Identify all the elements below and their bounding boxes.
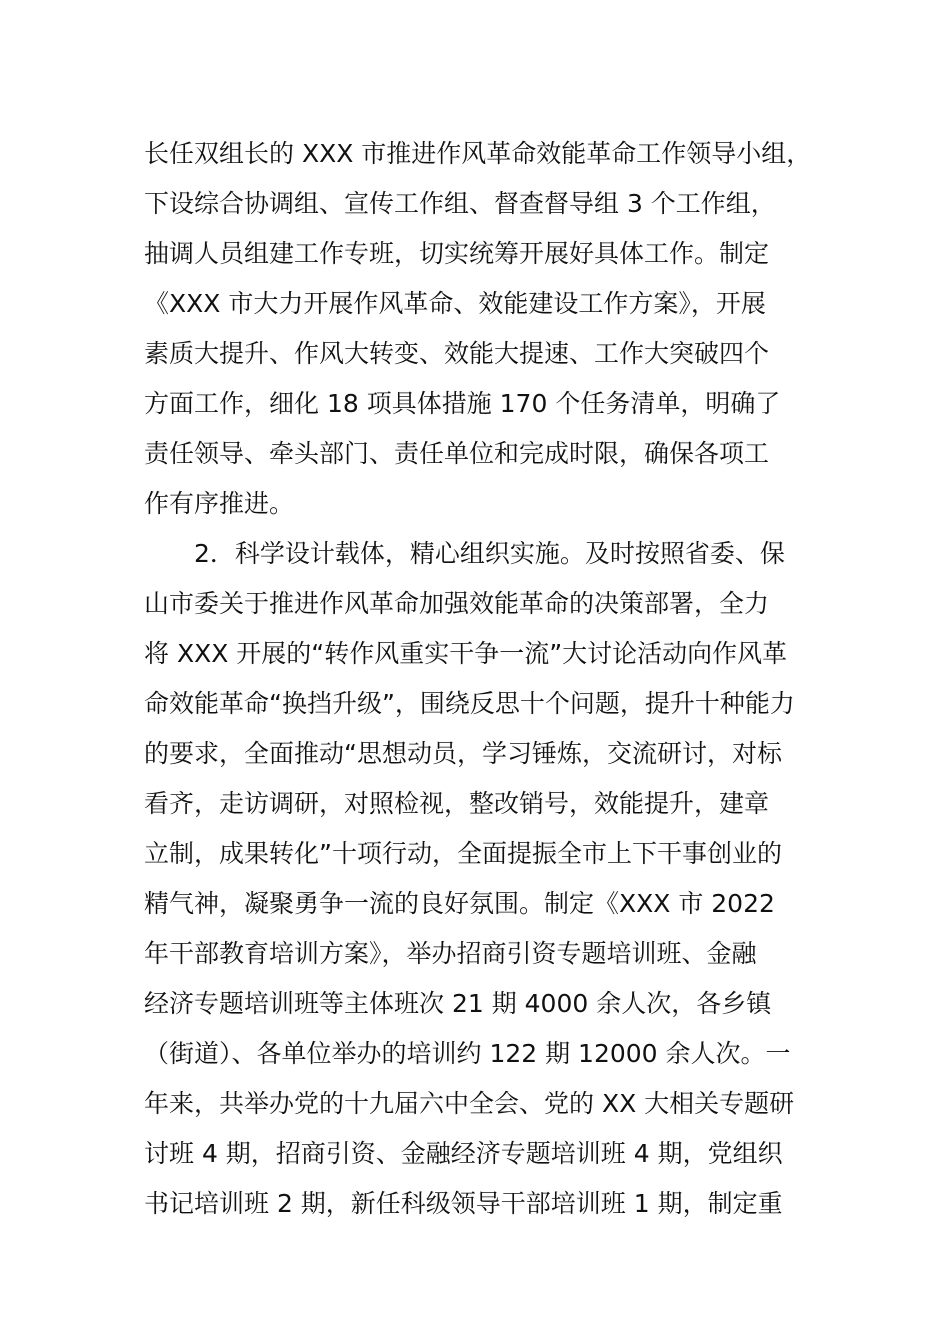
text-line: 长任双组长的 XXX 市推进作风革命效能革命工作领导小组， — [144, 139, 812, 168]
text-line: 的要求，全面推动“思想动员，学习锤炼，交流研讨，对标 — [144, 739, 782, 768]
text-line: 书记培训班 2 期，新任科级领导干部培训班 1 期，制定重 — [144, 1189, 783, 1218]
text-line: 将 XXX 开展的“转作风重实干争一流”大讨论活动向作风革 — [144, 639, 788, 668]
text-line: 方面工作，细化 18 项具体措施 170 个任务清单，明确了 — [144, 389, 781, 418]
text-line: 年干部教育培训方案》，举办招商引资专题培训班、金融 — [144, 939, 757, 968]
text-line: 看齐，走访调研，对照检视，整改销号，效能提升，建章 — [144, 789, 770, 818]
text-line: 素质大提升、作风大转变、效能大提速、工作大突破四个 — [144, 339, 770, 368]
text-line: （街道）、各单位举办的培训约 122 期 12000 余人次。一 — [144, 1039, 791, 1068]
text-line: 年来，共举办党的十九届六中全会、党的 XX 大相关专题研 — [144, 1089, 795, 1118]
text-line: 责任领导、牵头部门、责任单位和完成时限，确保各项工 — [144, 439, 770, 468]
text-line: 立制，成果转化”十项行动，全面提振全市上下干事创业的 — [144, 839, 782, 868]
text-line: 精气神，凝聚勇争一流的良好氛围。制定《XXX 市 2022 — [144, 889, 775, 918]
body-text — [144, 129, 844, 1229]
text-line: 作有序推进。 — [144, 489, 295, 518]
text-line: 命效能革命“换挡升级”，围绕反思十个问题，提升十种能力 — [144, 689, 795, 718]
text-line: 讨班 4 期，招商引资、金融经济专题培训班 4 期，党组织 — [144, 1139, 783, 1168]
text-line: 抽调人员组建工作专班，切实统筹开展好具体工作。制定 — [144, 239, 770, 268]
paragraph-heading: 2．科学设计载体，精心组织实施。及时按照省委、保 — [194, 539, 785, 568]
text-line: 下设综合协调组、宣传工作组、督查督导组 3 个工作组， — [144, 189, 776, 218]
text-line: 山市委关于推进作风革命加强效能革命的决策部署，全力 — [144, 589, 770, 618]
text-line: 《XXX 市大力开展作风革命、效能建设工作方案》，开展 — [144, 289, 766, 318]
text-line: 经济专题培训班等主体班次 21 期 4000 余人次，各乡镇 — [144, 989, 772, 1018]
